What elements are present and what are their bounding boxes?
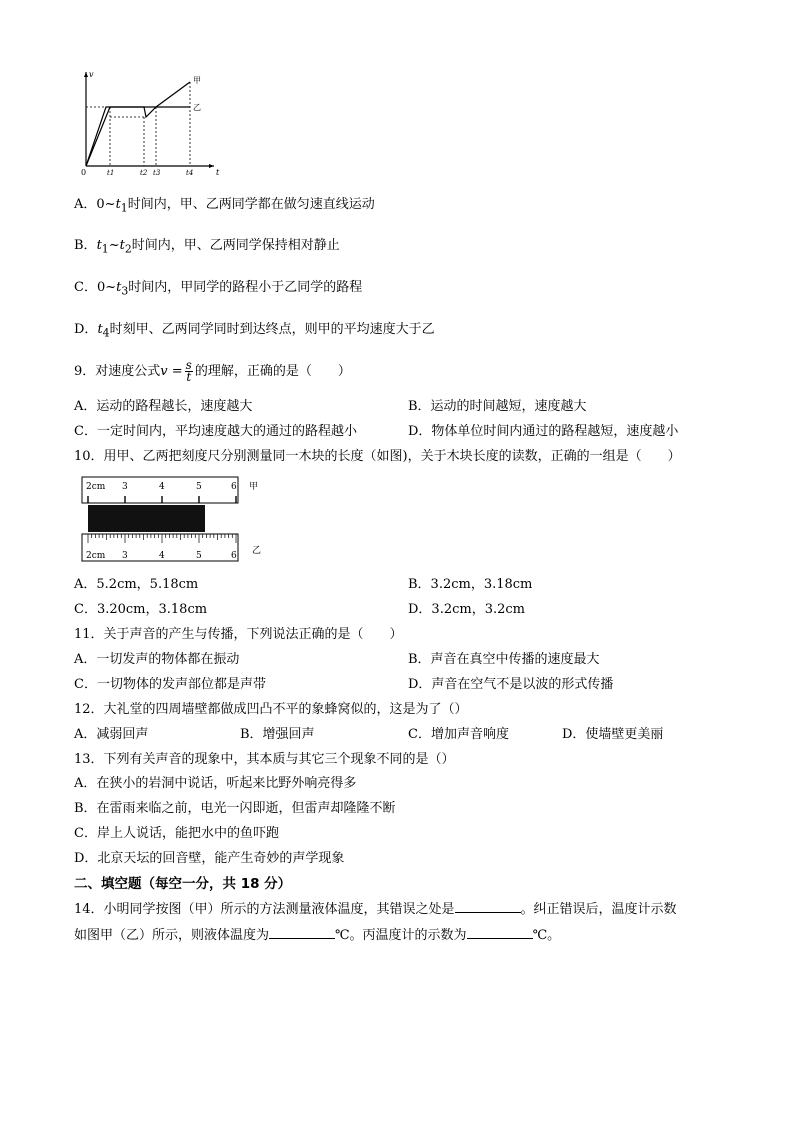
curve-jia-label: 甲 [193,76,201,85]
ruler-bottom-label-2cm: 2cm [86,551,106,561]
tick-t3: t3 [153,169,161,177]
ruler-bottom-label-5: 5 [196,551,202,561]
q10-option-d: D．3.2cm，3.2cm [408,602,525,617]
q8-option-a: A．$0\sim t_1$时间内，甲、乙两同学都在做匀速直线运动 [74,197,375,215]
q14-blank-1[interactable] [455,900,521,913]
x-axis-label: t [216,168,220,177]
q12-option-d: D．使墙壁更美丽 [562,727,664,742]
q14-blank-3[interactable] [467,926,533,939]
ruler-top-label-5: 5 [196,482,202,492]
q13-option-d: D．北京天坛的回音壁，能产生奇妙的声学现象 [74,851,345,866]
q14-line2: 如图甲（乙）所示，则液体温度为 ℃。丙温度计的示数为 ℃。 [74,928,561,943]
q10-option-c: C．3.20cm，3.18cm [74,602,208,617]
q11-option-b: B．声音在真空中传播的速度最大 [408,652,600,667]
q11-option-a: A．一切发声的物体都在振动 [74,652,240,667]
y-axis-label: v [89,70,94,79]
origin-label: 0 [81,168,87,177]
q13-option-a: A．在狭小的岩洞中说话，听起来比野外响亮得多 [74,776,357,791]
tick-t1: t1 [107,169,115,177]
section-title-fill-in: 二、填空题（每空一分，共 18 分） [74,876,292,892]
q14-line1: 14．小明同学按图（甲）所示的方法测量液体温度，其错误之处是 。纠正错误后，温度计示数 [74,902,677,917]
ruler-top-label-4: 4 [159,482,165,492]
q8-option-d: D．$t_4$时刻甲、乙两同学同时到达终点，则甲的平均速度大于乙 [74,322,435,340]
ruler-top-label-3: 3 [122,482,128,492]
q9-option-b: B．运动的时间越短，速度越大 [408,399,587,414]
tick-t4: t4 [186,169,194,177]
q14-blank-2[interactable] [269,926,335,939]
q12-stem: 12．大礼堂的四周墙壁都做成凹凸不平的象蜂窝似的，这是为了（） [74,702,468,717]
velocity-time-graph [74,66,224,178]
q9-option-c: C．一定时间内，平均速度越大的通过的路程越小 [74,424,357,439]
ruler-top-label-6: 6 [231,482,237,492]
q12-option-c: C．增加声音响度 [408,727,509,742]
q11-option-d: D．声音在空气不是以波的形式传播 [408,677,614,692]
ruler-figure [74,474,274,566]
q10-stem: 10．用甲、乙两把刻度尺分别测量同一木块的长度（如图)，关于木块长度的读数，正确的一组是（ ） [74,449,681,464]
ruler-bottom-label-4: 4 [159,551,165,561]
q12-option-a: A．减弱回声 [74,727,149,742]
speed-formula-fraction: $\frac{s}{t}$ [185,358,192,384]
ruler-bottom-label-3: 3 [122,551,128,561]
q13-option-c: C．岸上人说话，能把水中的鱼吓跑 [74,826,279,841]
q8-option-b: B．$t_1\sim t_2$时间内，甲、乙两同学保持相对静止 [74,238,340,256]
ruler-top-name: 甲 [249,482,259,492]
q11-stem: 11．关于声音的产生与传播，下列说法正确的是（ ） [74,627,403,642]
ruler-bottom-label-6: 6 [231,551,237,561]
q10-option-a: A．5.2cm，5.18cm [74,577,199,592]
ruler-bottom-name: 乙 [252,546,262,556]
curve-jia [86,82,190,166]
ruler-top-label-2cm: 2cm [86,482,106,492]
q9-stem: 9．对速度公式v = $\frac{s}{t}$ 的理解，正确的是（ ） [74,358,351,384]
q9-option-a: A．运动的路程越长，速度越大 [74,399,253,414]
q9-option-d: D．物体单位时间内通过的路程越短，速度越小 [408,424,679,439]
wood-block [88,505,205,532]
tick-t2: t2 [140,169,148,177]
q10-option-b: B．3.2cm，3.18cm [408,577,533,592]
curve-yi-label: 乙 [193,103,201,112]
q13-option-b: B．在雷雨来临之前，电光一闪即逝，但雷声却隆隆不断 [74,801,396,816]
q8-option-c: C．$0\sim t_3$时间内，甲同学的路程小于乙同学的路程 [74,280,363,298]
q13-stem: 13．下列有关声音的现象中，其本质与其它三个现象不同的是（） [74,752,455,767]
curve-yi [86,107,190,166]
q11-option-c: C．一切物体的发声部位都是声带 [74,677,266,692]
q12-option-b: B．增强回声 [240,727,315,742]
